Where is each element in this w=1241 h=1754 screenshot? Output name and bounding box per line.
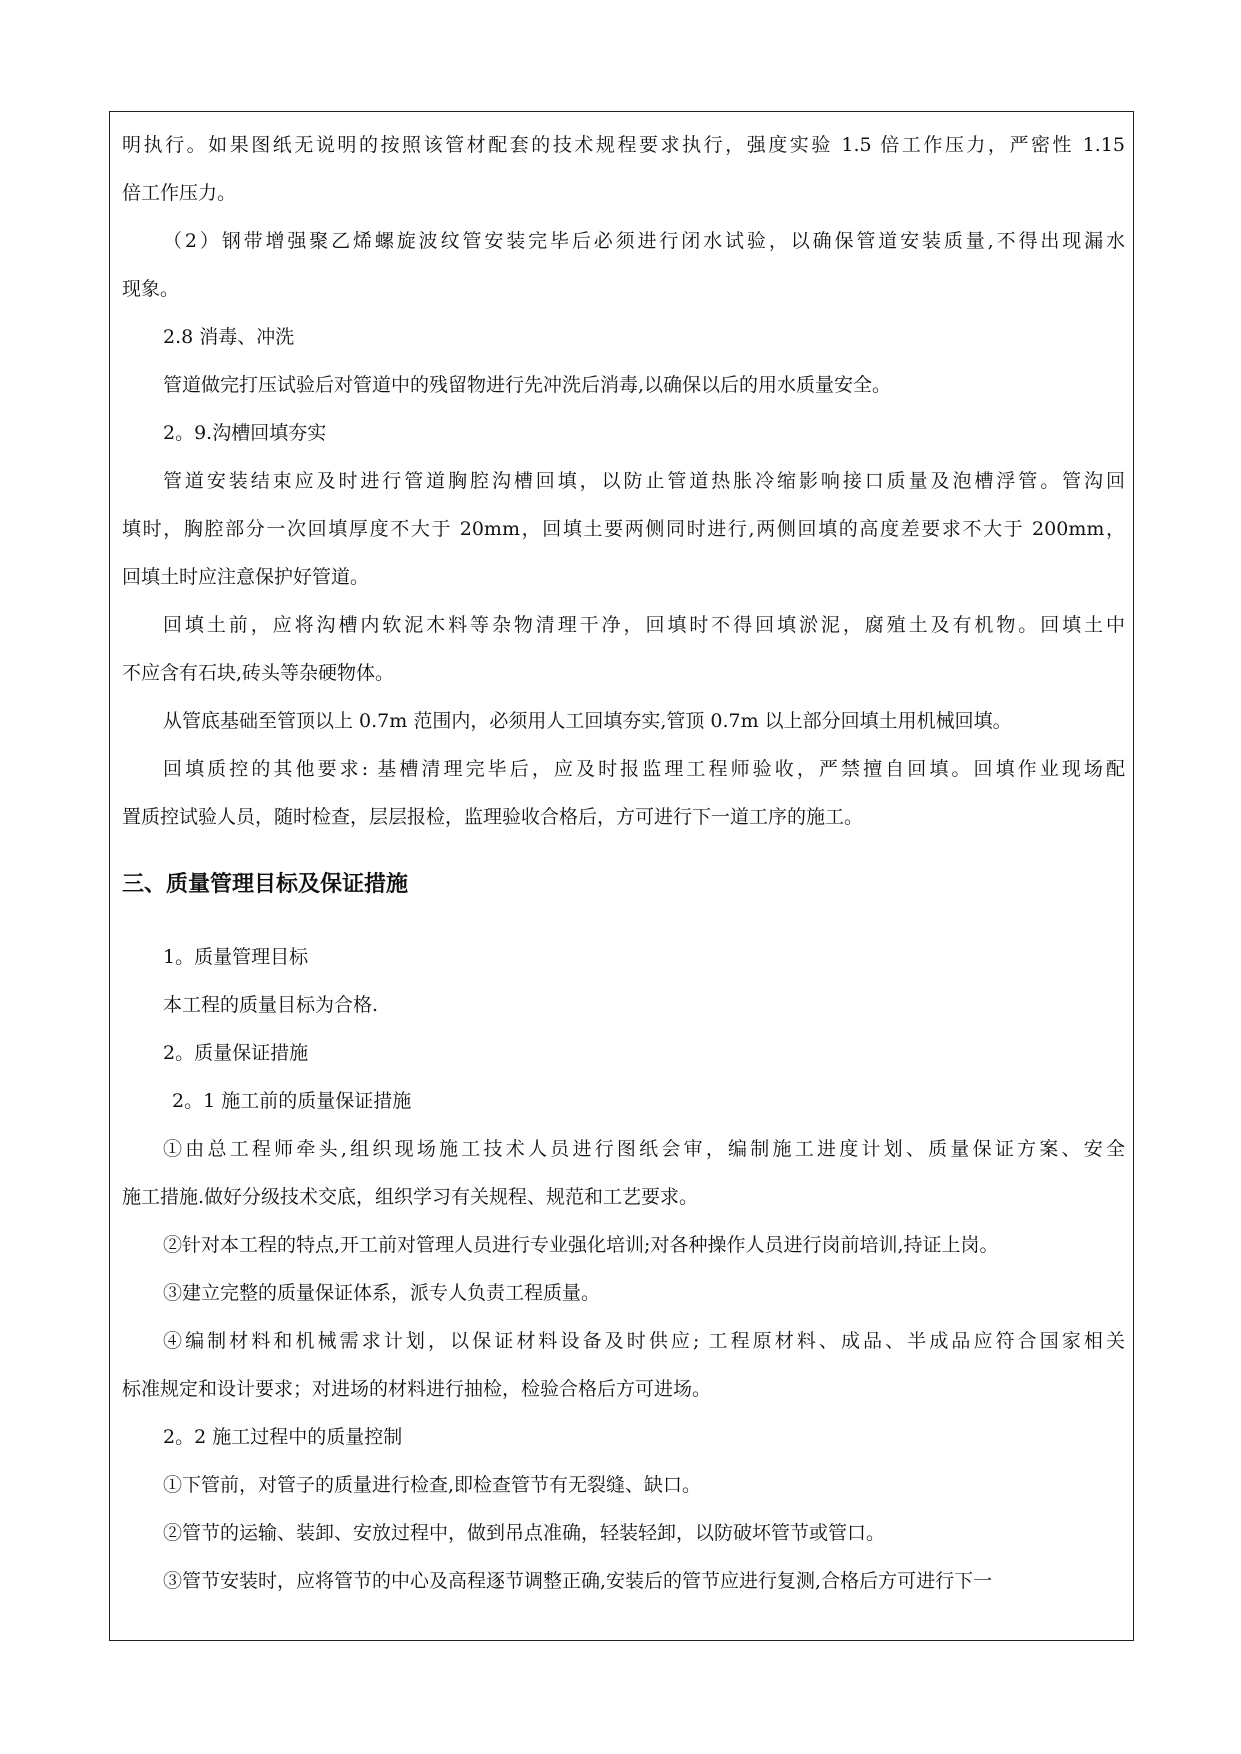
text-line: 1。质量管理目标 — [163, 946, 309, 968]
paragraph-p2 — [122, 217, 1125, 313]
text-line: 2。9.沟槽回填夯实 — [163, 422, 327, 444]
paragraph-p4 — [122, 361, 1125, 409]
text-line: 本工程的质量目标为合格. — [163, 994, 379, 1016]
paragraph-p6 — [122, 457, 1125, 601]
text-line: 回填土时应注意保护好管道。 — [122, 566, 370, 588]
paragraph-q10 — [122, 1461, 1125, 1509]
text-line: 明执行。如果图纸无说明的按照该管材配套的技术规程要求执行，强度实验 1.5 倍工作压力，严密性 1.15 — [122, 134, 1125, 156]
text-line: 置质控试验人员，随时检查，层层报检，监理验收合格后，方可进行下一道工序的施工。 — [122, 806, 864, 828]
paragraph-q8 — [122, 1317, 1125, 1413]
section-heading: 三、质量管理目标及保证措施 — [122, 872, 409, 897]
paragraph-q12 — [122, 1557, 1125, 1605]
text-line: 不应含有石块,砖头等杂硬物体。 — [122, 662, 395, 684]
text-line: 2。质量保证措施 — [163, 1042, 309, 1064]
text-line: 管道做完打压试验后对管道中的残留物进行先冲洗后消毒,以确保以后的用水质量安全。 — [163, 374, 892, 396]
text-line: 现象。 — [122, 278, 180, 300]
construction-text-top — [122, 121, 1125, 841]
text-line: （2）钢带增强聚乙烯螺旋波纹管安装完毕后必须进行闭水试验，以确保管道安装质量,不得出现漏水 — [163, 230, 1125, 252]
text-line: 回填土前，应将沟槽内软泥木料等杂物清理干净，回填时不得回填淤泥，腐殖土及有机物。回填土中 — [163, 614, 1125, 636]
paragraph-p5 — [122, 409, 1125, 457]
paragraph-q2 — [122, 981, 1125, 1029]
paragraph-q1 — [122, 933, 1125, 981]
text-line: 标准规定和设计要求；对进场的材料进行抽检，检验合格后方可进场。 — [122, 1378, 712, 1400]
text-line: ③建立完整的质量保证体系，派专人负责工程质量。 — [163, 1282, 601, 1304]
text-line: 倍工作压力。 — [122, 182, 237, 204]
paragraph-q6 — [122, 1221, 1125, 1269]
paragraph-q4 — [122, 1077, 1125, 1125]
text-line: 2。1 施工前的质量保证措施 — [172, 1090, 412, 1112]
document-body — [122, 121, 1125, 1605]
text-line: ④编制材料和机械需求计划，以保证材料设备及时供应; 工程原材料、成品、半成品应符合国家相关 — [163, 1330, 1125, 1352]
text-line: ②管节的运输、装卸、安放过程中，做到吊点准确，轻装轻卸，以防破坏管节或管口。 — [163, 1522, 886, 1544]
text-line: 从管底基础至管顶以上 0.7m 范围内，必须用人工回填夯实,管顶 0.7m 以上部分回填土用机械回填。 — [163, 710, 1012, 732]
paragraph-p1 — [122, 121, 1125, 217]
text-line: ①由总工程师牵头,组织现场施工技术人员进行图纸会审，编制施工进度计划、质量保证方案、安全 — [163, 1138, 1125, 1160]
paragraph-q9 — [122, 1413, 1125, 1461]
paragraph-p8 — [122, 697, 1125, 745]
text-line: 管道安装结束应及时进行管道胸腔沟槽回填，以防止管道热胀冷缩影响接口质量及泡槽浮管。管沟回 — [163, 470, 1125, 492]
text-line: 回填质控的其他要求: 基槽清理完毕后，应及时报监理工程师验收，严禁擅自回填。回填作业现场配 — [163, 758, 1125, 780]
paragraph-q11 — [122, 1509, 1125, 1557]
paragraph-q3 — [122, 1029, 1125, 1077]
text-line: 2.8 消毒、冲洗 — [163, 326, 295, 348]
paragraph-q7 — [122, 1269, 1125, 1317]
text-line: 施工措施.做好分级技术交底，组织学习有关规程、规范和工艺要求。 — [122, 1186, 699, 1208]
text-line: ②针对本工程的特点,开工前对管理人员进行专业强化培训;对各种操作人员进行岗前培训,持证上岗。 — [163, 1234, 999, 1256]
text-line: 2。2 施工过程中的质量控制 — [163, 1426, 403, 1448]
text-line: ③管节安装时，应将管节的中心及高程逐节调整正确,安装后的管节应进行复测,合格后方可进行下一 — [163, 1570, 993, 1592]
paragraph-p9 — [122, 745, 1125, 841]
paragraph-p7 — [122, 601, 1125, 697]
paragraph-q5 — [122, 1125, 1125, 1221]
text-line: ①下管前，对管子的质量进行检查,即检查管节有无裂缝、缺口。 — [163, 1474, 702, 1496]
text-line: 填时，胸腔部分一次回填厚度不大于 20mm，回填土要两侧同时进行,两侧回填的高度差要求不大于 200mm， — [122, 518, 1125, 540]
quality-measures-text — [122, 933, 1125, 1605]
paragraph-p3 — [122, 313, 1125, 361]
